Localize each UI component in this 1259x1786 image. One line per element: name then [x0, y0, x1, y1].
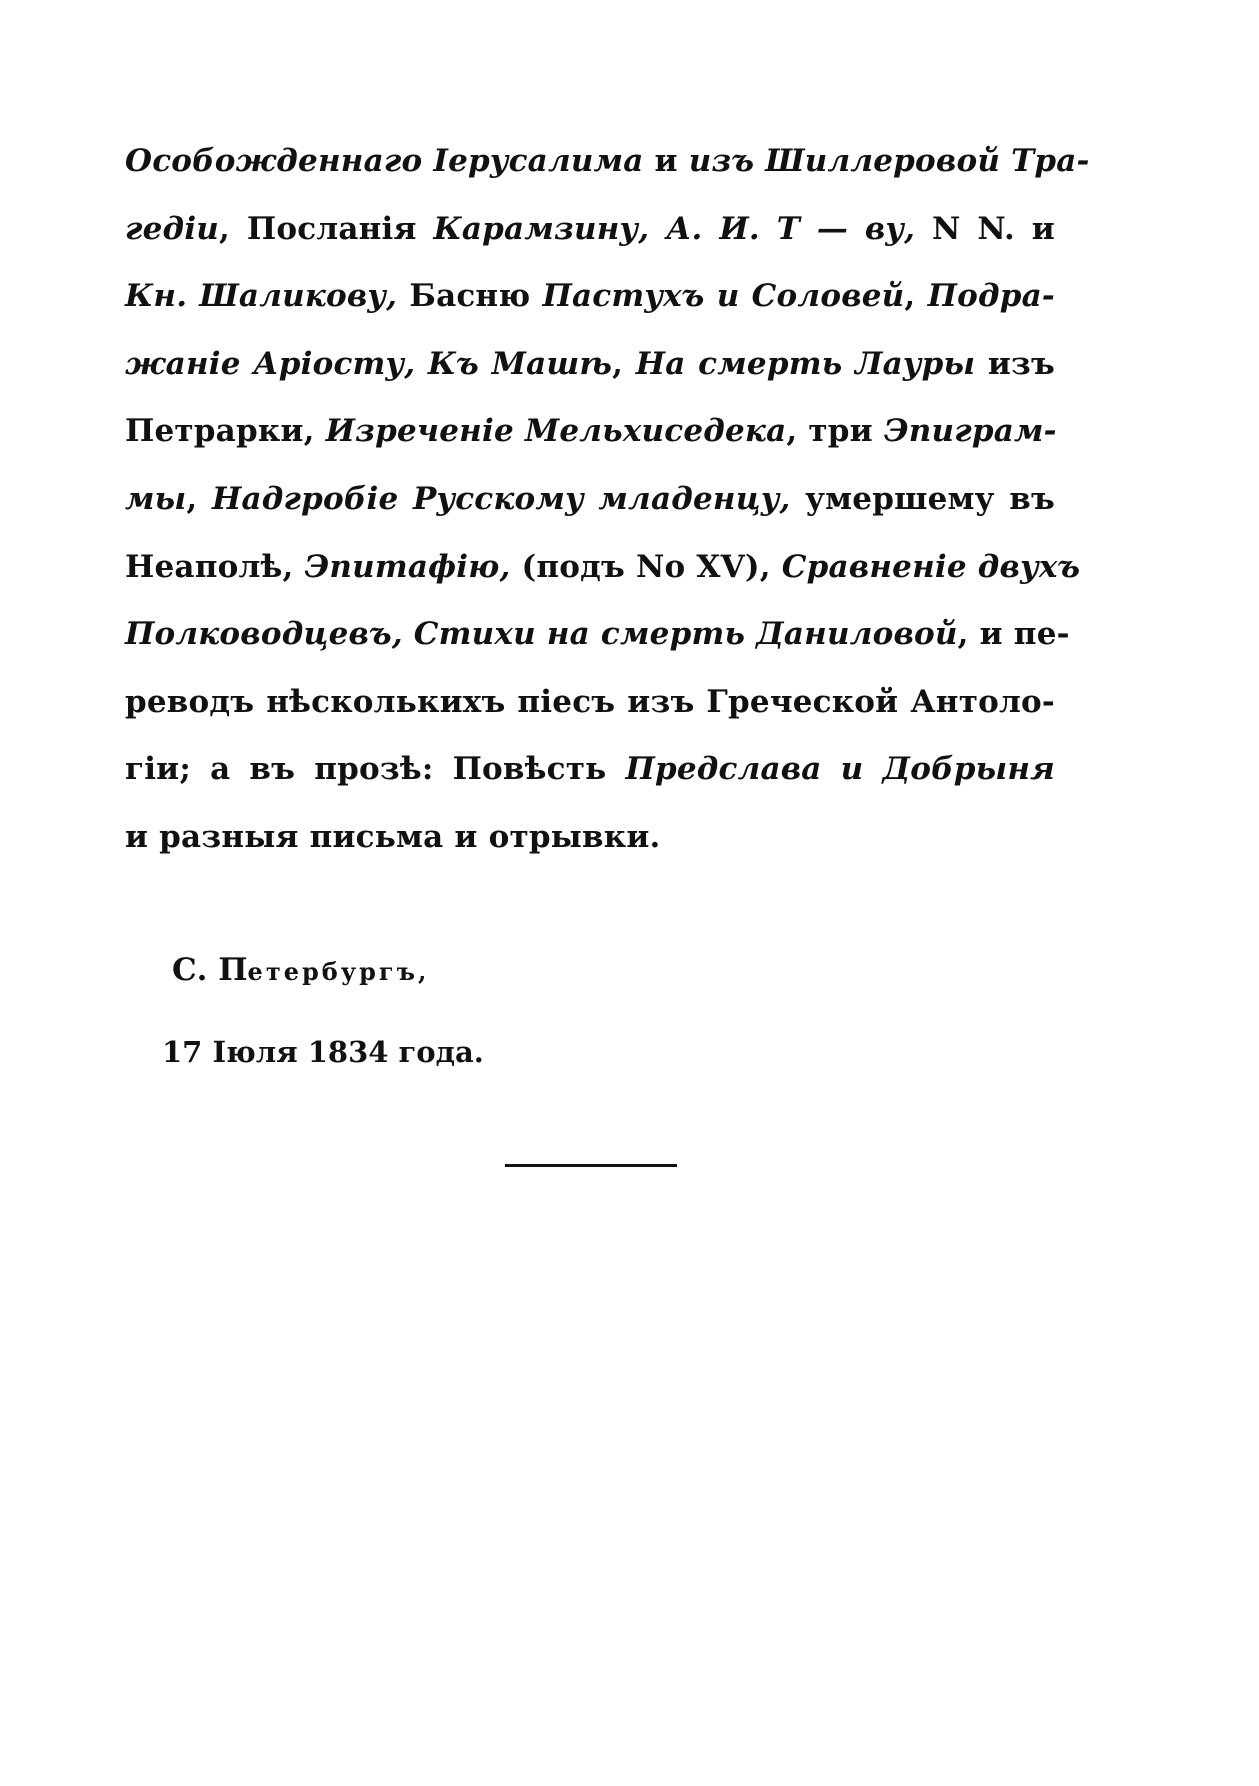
- text-segment: изъ: [975, 345, 1055, 382]
- text-segment: реводъ нѣсколькихъ пiесъ изъ Греческой Антоло-: [125, 683, 1055, 720]
- text-segment: ,: [186, 480, 212, 517]
- italic-title-segment: гедiи: [125, 210, 220, 247]
- text-line: [125, 196, 1055, 264]
- italic-title-segment: Надгробiе Русскому младенцу,: [211, 480, 791, 517]
- text-line: [125, 331, 1055, 399]
- italic-title-segment: Сравненiе двухъ: [781, 548, 1081, 585]
- italic-title-segment: Изреченiе Мельхиседека: [325, 413, 787, 450]
- text-segment: ,: [612, 345, 636, 382]
- text-line: [125, 804, 1055, 872]
- signature-date: 17 Iюля 1834 года.: [162, 1035, 484, 1069]
- text-line: [125, 736, 1055, 804]
- text-line: [125, 466, 1055, 534]
- text-line: [125, 601, 1070, 669]
- body-text: [125, 128, 1090, 872]
- signature-place-initial: С. П: [172, 952, 248, 988]
- italic-title-segment: Особожденнаго Iерусалима: [125, 143, 644, 179]
- text-segment: , и пе-: [957, 616, 1070, 653]
- italic-title-segment: Предслава и Добрыня: [625, 751, 1055, 788]
- italic-title-segment: Кн. Шаликову,: [125, 278, 398, 315]
- text-line: [125, 398, 1055, 466]
- text-segment: и разныя письма и отрывки.: [125, 818, 661, 855]
- italic-title-segment: жанiе Арiосту, Къ Машѣ: [125, 345, 613, 382]
- italic-title-segment: Полководцевъ, Стихи на смерть Даниловой: [125, 616, 958, 653]
- text-segment: N N. и: [915, 210, 1055, 247]
- italic-title-segment: Пастухъ и Соловей: [542, 278, 905, 315]
- italic-title-segment: мы: [125, 480, 187, 517]
- text-segment: Неаполѣ,: [125, 548, 305, 585]
- text-segment: , три: [786, 413, 884, 450]
- text-segment: умершему въ: [790, 480, 1055, 517]
- text-segment: (подъ No XV),: [510, 548, 782, 585]
- text-line: [125, 128, 1090, 196]
- text-segment: , Посланiя: [219, 210, 434, 247]
- italic-title-segment: Эпиграм-: [883, 413, 1057, 450]
- text-line: [125, 534, 1081, 602]
- text-segment: гiи; а въ прозѣ: Повѣсть: [125, 751, 626, 788]
- signature-place-rest: етербургъ,: [247, 957, 430, 986]
- text-segment: Басню: [397, 278, 543, 315]
- italic-title-segment: На смерть Лауры: [635, 345, 976, 382]
- text-segment: и: [643, 143, 689, 179]
- italic-title-segment: изъ Шиллеровой Тра-: [688, 143, 1090, 179]
- text-segment: Петрарки,: [125, 413, 326, 450]
- signature-place: [172, 950, 429, 992]
- text-line: [125, 263, 1055, 331]
- text-line: [125, 669, 1055, 737]
- end-rule: [505, 1164, 677, 1167]
- text-segment: ,: [904, 278, 928, 315]
- italic-title-segment: Эпитафiю,: [304, 548, 511, 585]
- italic-title-segment: Подра-: [927, 278, 1055, 315]
- italic-title-segment: Карамзину, А. И. Т — ву,: [433, 210, 916, 247]
